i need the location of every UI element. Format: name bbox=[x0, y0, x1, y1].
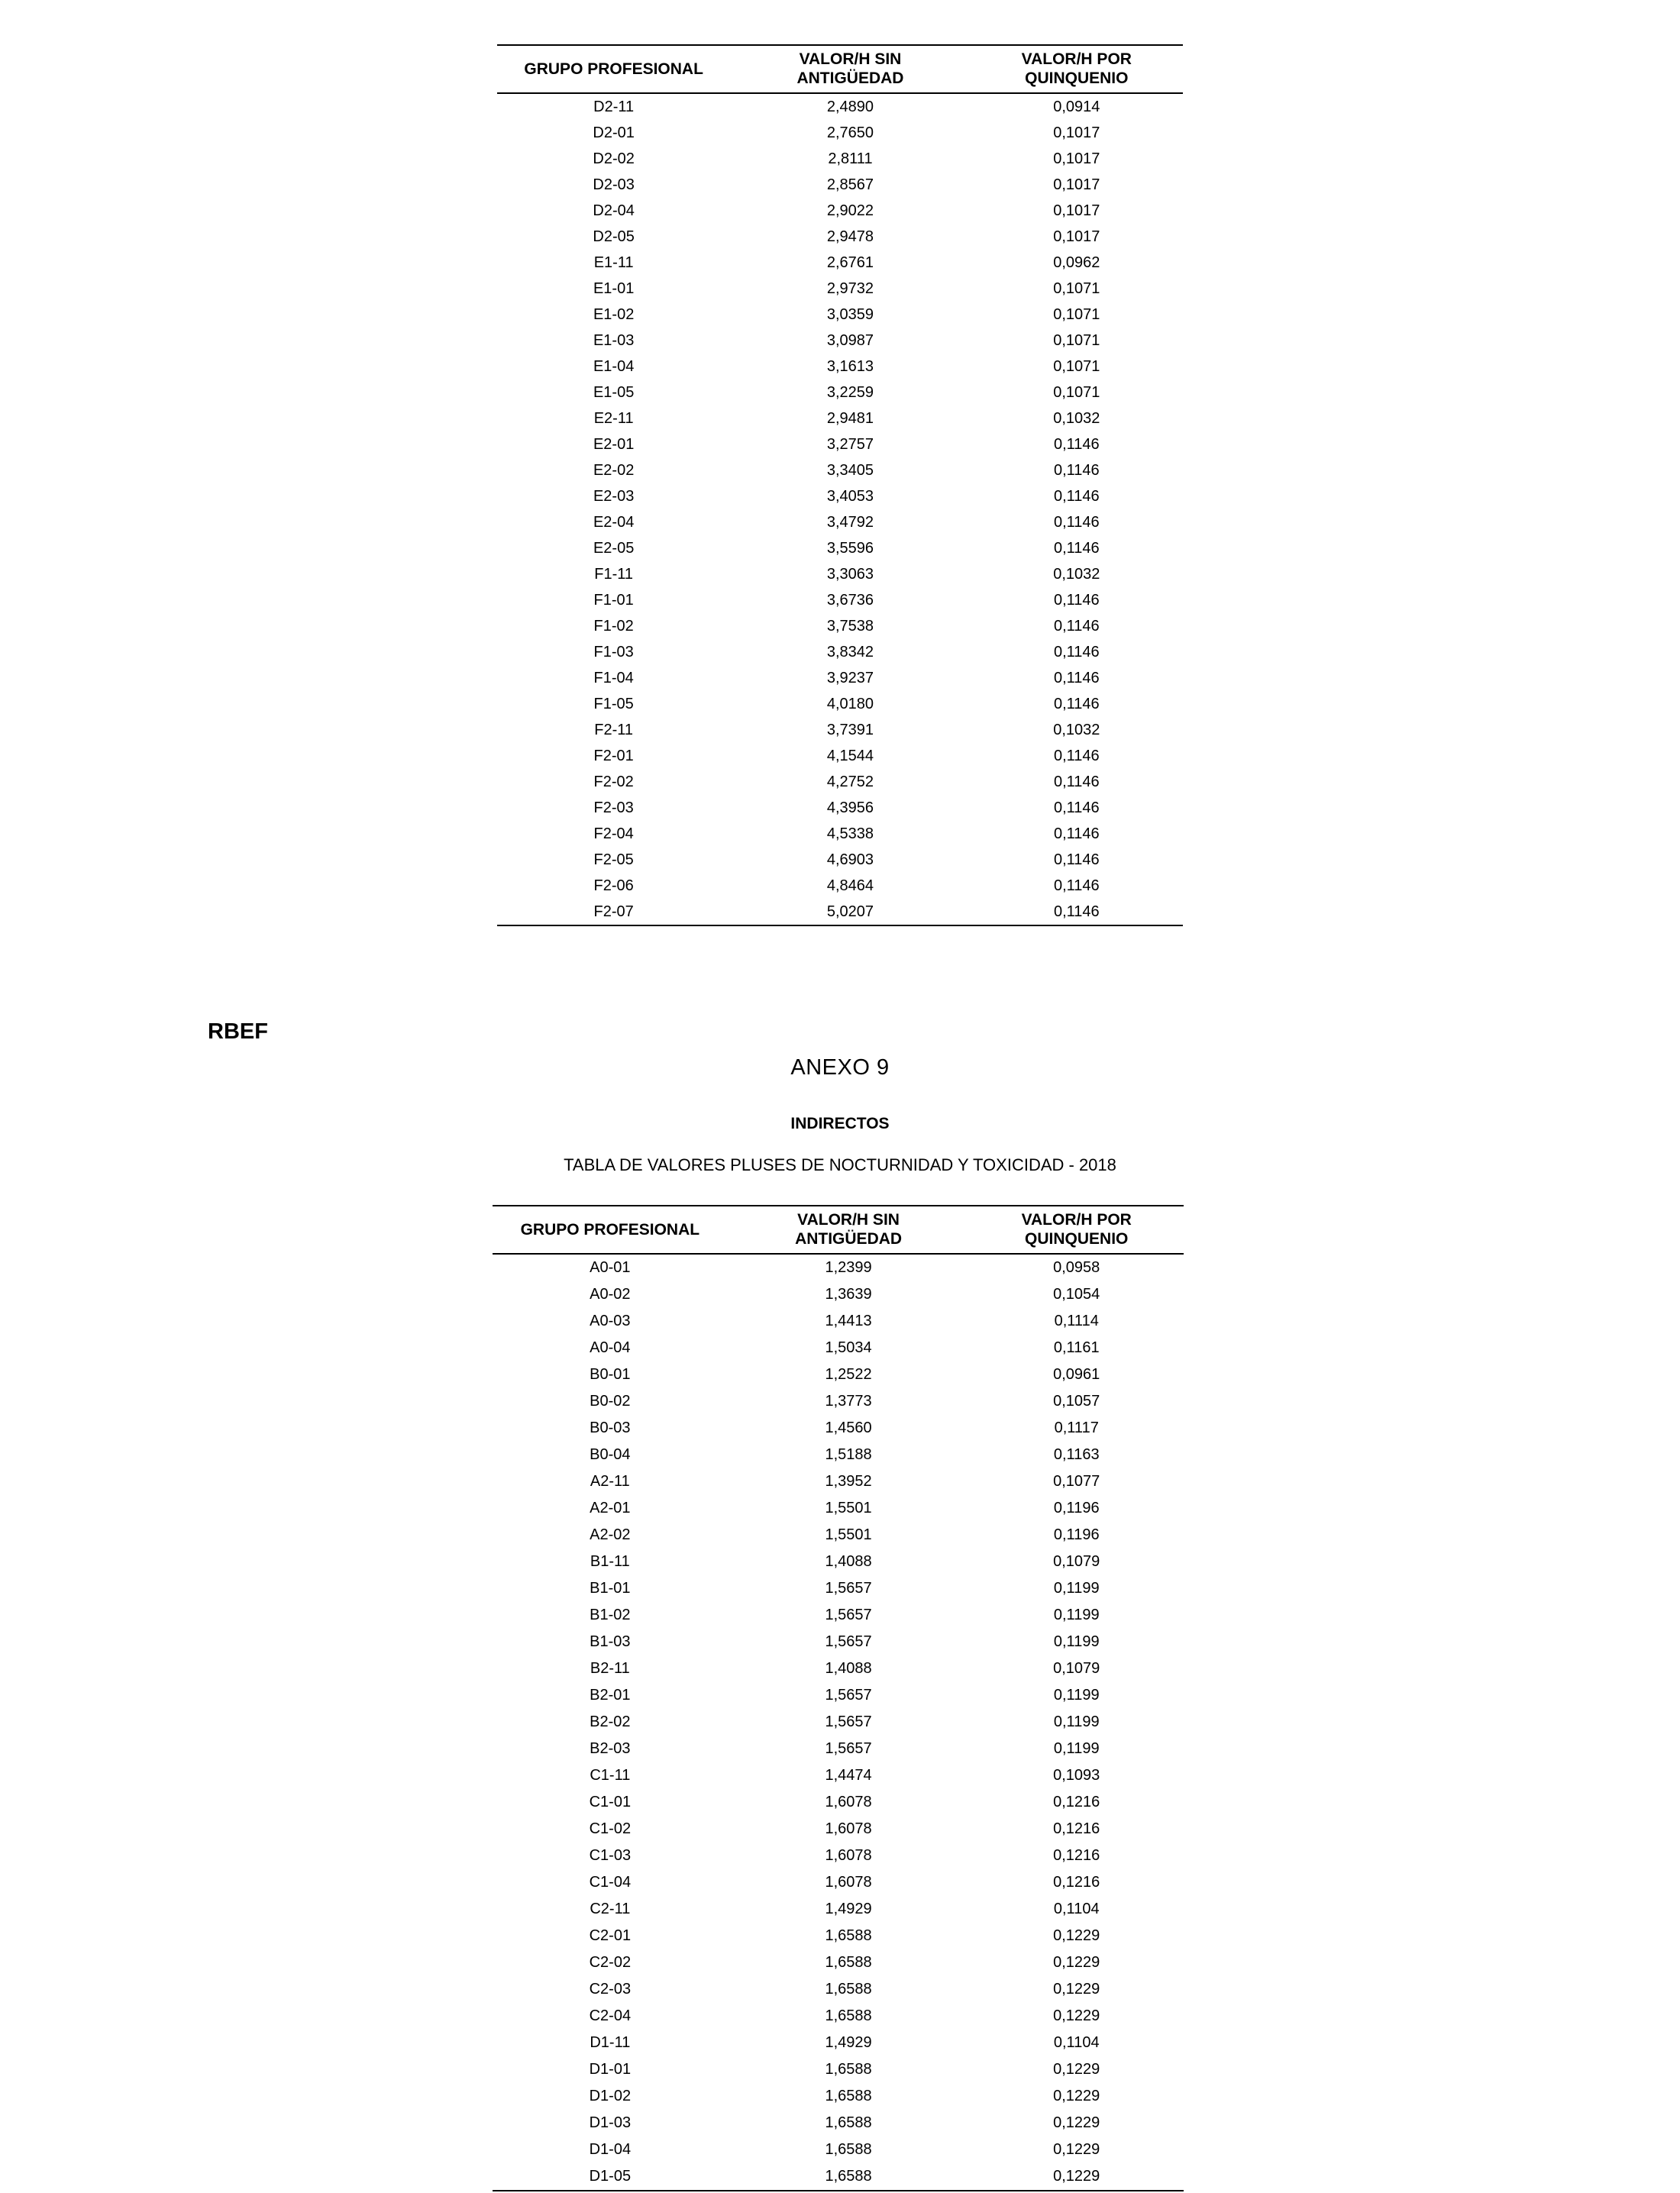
table-cell: 0,1163 bbox=[1053, 1446, 1100, 1463]
table-cell: 1,3639 bbox=[825, 1286, 872, 1303]
header-grupo-profesional: GRUPO PROFESIONAL bbox=[493, 1206, 728, 1254]
table-cell: 1,6588 bbox=[825, 2061, 872, 2078]
table-cell: 0,1216 bbox=[1053, 1874, 1100, 1891]
table-cell: 3,4053 bbox=[826, 487, 874, 505]
table-cell: 2,9481 bbox=[826, 409, 874, 427]
table-row bbox=[497, 587, 1183, 613]
table-row bbox=[493, 1254, 1184, 1281]
table-title: TABLA DE VALORES PLUSES DE NOCTURNIDAD Y TOXICIDAD - 2018 bbox=[564, 1155, 1116, 1174]
table-cell: 0,1032 bbox=[1053, 565, 1100, 583]
table-cell: 1,6588 bbox=[825, 1954, 872, 1971]
table-row bbox=[497, 639, 1183, 665]
table-row bbox=[497, 93, 1183, 120]
table-cell: D1-03 bbox=[589, 2114, 632, 2131]
table-header bbox=[497, 45, 1183, 93]
valores-table-bottom bbox=[493, 1205, 1184, 2191]
table-cell: 0,1229 bbox=[1053, 1981, 1100, 1998]
table-cell: 1,2522 bbox=[825, 1366, 872, 1383]
table-cell: F2-03 bbox=[593, 799, 634, 816]
table-cell: 0,1032 bbox=[1053, 409, 1100, 427]
table-cell: 0,1216 bbox=[1053, 1847, 1100, 1864]
table-row bbox=[493, 1789, 1184, 1816]
table-cell: 0,1071 bbox=[1053, 383, 1100, 401]
table-cell: 1,4929 bbox=[825, 1901, 872, 1917]
table-cell: 1,5657 bbox=[825, 1713, 872, 1730]
table-cell: 1,6078 bbox=[825, 1794, 872, 1810]
table-cell: 0,1146 bbox=[1053, 435, 1100, 453]
table-cell: B2-01 bbox=[590, 1687, 631, 1704]
table-cell: 1,5657 bbox=[825, 1740, 872, 1757]
table-cell: 0,1146 bbox=[1053, 513, 1100, 531]
table-cell: D1-04 bbox=[589, 2141, 632, 2158]
table-cell: 1,5034 bbox=[825, 1339, 872, 1356]
table-cell: 1,5657 bbox=[825, 1633, 872, 1650]
table-cell: 0,1079 bbox=[1053, 1553, 1100, 1570]
table-cell: 3,2757 bbox=[826, 435, 874, 453]
table-row bbox=[493, 1361, 1184, 1388]
table-row bbox=[493, 1949, 1184, 1976]
table-cell: 4,6903 bbox=[826, 851, 874, 868]
table-cell: 0,1229 bbox=[1053, 2007, 1100, 2024]
table-cell: D1-11 bbox=[590, 2034, 631, 2051]
table-row bbox=[497, 613, 1183, 639]
table-cell: 1,5188 bbox=[825, 1446, 872, 1463]
header-valor-sin-antiguedad bbox=[728, 1206, 970, 1254]
table-cell: 0,1146 bbox=[1053, 591, 1100, 609]
table-row bbox=[497, 250, 1183, 276]
table-cell: 2,6761 bbox=[826, 254, 874, 271]
table-row bbox=[497, 873, 1183, 899]
table-cell: 0,1071 bbox=[1053, 305, 1100, 323]
table-row bbox=[497, 483, 1183, 509]
table-cell: 1,6588 bbox=[825, 2141, 872, 2158]
table-cell: B0-01 bbox=[590, 1366, 631, 1383]
header-valor-por-quinquenio bbox=[969, 1206, 1184, 1254]
table-cell: C2-03 bbox=[589, 1981, 632, 1998]
table-cell: C1-11 bbox=[590, 1767, 631, 1784]
table-cell: F2-07 bbox=[497, 899, 730, 925]
table-row bbox=[497, 769, 1183, 795]
table-cell: 0,0962 bbox=[1053, 254, 1100, 271]
table-row bbox=[493, 1762, 1184, 1789]
table-cell: 0,1199 bbox=[1053, 1713, 1100, 1730]
table-cell: 0,1216 bbox=[1053, 1794, 1100, 1810]
table-row bbox=[497, 509, 1183, 535]
table-cell: 0,0958 bbox=[1053, 1259, 1100, 1276]
table-row bbox=[493, 1388, 1184, 1415]
table-cell: 3,0987 bbox=[826, 331, 874, 349]
table-cell: 2,9732 bbox=[826, 279, 874, 297]
table-cell: 0,1071 bbox=[1053, 357, 1100, 375]
table-cell: 3,2259 bbox=[826, 383, 874, 401]
table-cell: 1,5657 bbox=[825, 1687, 872, 1704]
table-cell: 0,0961 bbox=[1053, 1366, 1100, 1383]
table-cell: C2-11 bbox=[590, 1901, 631, 1917]
table-cell: 4,1544 bbox=[826, 747, 874, 764]
table-row bbox=[497, 457, 1183, 483]
table-cell: 1,6078 bbox=[825, 1847, 872, 1864]
table-cell: 1,6588 bbox=[825, 2114, 872, 2131]
table-cell: 1,2399 bbox=[825, 1259, 872, 1276]
table-cell: 0,1071 bbox=[1053, 331, 1100, 349]
table-row bbox=[493, 1709, 1184, 1736]
table-row bbox=[493, 1549, 1184, 1575]
table-cell: 0,1114 bbox=[1054, 1313, 1099, 1329]
table-cell: 4,3956 bbox=[826, 799, 874, 816]
table-row bbox=[493, 1415, 1184, 1442]
indirectos-subtitle: INDIRECTOS bbox=[790, 1115, 890, 1132]
table-row bbox=[493, 1816, 1184, 1843]
table-cell: 0,1199 bbox=[1053, 1580, 1100, 1597]
table-cell: D2-01 bbox=[593, 124, 635, 141]
table-cell: F2-01 bbox=[593, 747, 634, 764]
table-cell: B1-01 bbox=[590, 1580, 631, 1597]
table-cell: F2-02 bbox=[593, 773, 634, 790]
table-cell: A0-04 bbox=[590, 1339, 631, 1356]
table-cell: 0,1071 bbox=[1053, 279, 1100, 297]
table-row bbox=[497, 847, 1183, 873]
table-row bbox=[493, 1736, 1184, 1762]
table-cell: C1-04 bbox=[589, 1874, 632, 1891]
table-cell: 1,6588 bbox=[825, 2088, 872, 2104]
table-row bbox=[493, 1522, 1184, 1549]
table-cell: 1,5501 bbox=[825, 1500, 872, 1516]
table-row bbox=[493, 2083, 1184, 2110]
table-row bbox=[497, 561, 1183, 587]
table-cell: F1-03 bbox=[593, 643, 634, 660]
table-row bbox=[493, 2056, 1184, 2083]
table-cell: D2-04 bbox=[593, 202, 635, 219]
table-cell: 3,7391 bbox=[826, 721, 874, 738]
header-line: VALOR/H SIN bbox=[799, 50, 902, 68]
table-cell: C1-03 bbox=[589, 1847, 632, 1864]
table-cell: B0-02 bbox=[590, 1393, 631, 1410]
table-cell: B1-11 bbox=[590, 1553, 630, 1570]
table-cell: 1,6078 bbox=[825, 1874, 872, 1891]
table-row bbox=[493, 1923, 1184, 1949]
table-cell: B2-03 bbox=[590, 1740, 631, 1757]
table-cell: 0,1199 bbox=[1053, 1607, 1100, 1623]
table-cell: 0,1017 bbox=[1053, 124, 1100, 141]
table-cell: 1,4088 bbox=[825, 1660, 872, 1677]
table-cell: 0,1229 bbox=[1053, 1927, 1100, 1944]
table-cell: 1,4560 bbox=[825, 1419, 872, 1436]
header-line: QUINQUENIO bbox=[1025, 1230, 1129, 1248]
table-cell: A2-02 bbox=[590, 1526, 631, 1543]
table-cell: 3,7538 bbox=[826, 617, 874, 635]
table-cell: C1-02 bbox=[589, 1820, 632, 1837]
table-cell: 3,3405 bbox=[826, 461, 874, 479]
table-cell: C2-01 bbox=[589, 1927, 632, 1944]
header-line: VALOR/H POR bbox=[1021, 50, 1132, 68]
table-cell: 1,5657 bbox=[825, 1580, 872, 1597]
table-cell: 0,1146 bbox=[1053, 669, 1100, 686]
table-header bbox=[493, 1206, 1184, 1254]
table-cell: 3,6736 bbox=[826, 591, 874, 609]
table-cell: 2,8111 bbox=[828, 150, 873, 167]
table-cell: E1-03 bbox=[593, 331, 635, 349]
table-row bbox=[493, 1575, 1184, 1602]
table-row bbox=[493, 1602, 1184, 1629]
table-cell: D2-11 bbox=[593, 98, 635, 115]
table-cell: 2,7650 bbox=[826, 124, 874, 141]
table-cell: 3,4792 bbox=[826, 513, 874, 531]
table-cell: 0,1017 bbox=[1053, 202, 1100, 219]
table-row bbox=[493, 1655, 1184, 1682]
table-cell: 0,1093 bbox=[1053, 1767, 1100, 1784]
table-cell: 0,1146 bbox=[1053, 461, 1100, 479]
table-cell: 0,1229 bbox=[1053, 1954, 1100, 1971]
header-line: VALOR/H SIN bbox=[797, 1211, 900, 1229]
table-cell: 0,1146 bbox=[1053, 877, 1100, 894]
table-cell: 0,1199 bbox=[1053, 1633, 1100, 1650]
table-row bbox=[493, 1869, 1184, 1896]
table-row bbox=[497, 665, 1183, 691]
table-cell: 1,5657 bbox=[825, 1607, 872, 1623]
table-cell: 1,6588 bbox=[825, 1927, 872, 1944]
table-cell: F1-11 bbox=[594, 565, 634, 583]
table-row bbox=[497, 535, 1183, 561]
table-cell: 4,8464 bbox=[826, 877, 874, 894]
table-cell: B0-04 bbox=[590, 1446, 631, 1463]
table-cell: 0,1057 bbox=[1053, 1393, 1100, 1410]
table-cell: F2-04 bbox=[593, 825, 634, 842]
table-cell: 0,1032 bbox=[1053, 721, 1100, 738]
table-cell: D1-05 bbox=[493, 2163, 728, 2191]
table-row bbox=[493, 2003, 1184, 2030]
table-cell: 0,1146 bbox=[1053, 695, 1100, 712]
table-cell: D1-02 bbox=[589, 2088, 632, 2104]
table-row bbox=[497, 198, 1183, 224]
table-row bbox=[493, 1495, 1184, 1522]
table-row bbox=[497, 172, 1183, 198]
table-cell: F2-11 bbox=[594, 721, 634, 738]
table-cell: 0,1017 bbox=[1053, 228, 1100, 245]
table-row bbox=[497, 717, 1183, 743]
table-cell: 0,1196 bbox=[1053, 1526, 1100, 1543]
table-cell: A0-02 bbox=[590, 1286, 631, 1303]
table-cell: 1,4413 bbox=[825, 1313, 872, 1329]
table-cell: 0,1146 bbox=[1053, 487, 1100, 505]
table-row bbox=[493, 2030, 1184, 2056]
table-cell: 0,1161 bbox=[1053, 1339, 1100, 1356]
header-line: VALOR/H POR bbox=[1021, 1211, 1132, 1229]
table-cell: 0,1196 bbox=[1053, 1500, 1100, 1516]
table-cell: E2-04 bbox=[593, 513, 635, 531]
table-cell: C2-04 bbox=[589, 2007, 632, 2024]
table-row bbox=[493, 1281, 1184, 1308]
table-cell: C1-01 bbox=[589, 1794, 632, 1810]
table-row bbox=[493, 2136, 1184, 2163]
header-valor-por-quinquenio bbox=[971, 45, 1183, 93]
table-body bbox=[493, 1254, 1184, 2191]
table-cell: 2,8567 bbox=[826, 176, 874, 193]
table-cell: E2-05 bbox=[593, 539, 635, 557]
table-row bbox=[497, 146, 1183, 172]
table-cell: 0,1017 bbox=[1053, 150, 1100, 167]
table-cell: F1-05 bbox=[593, 695, 634, 712]
anexo-title: ANEXO 9 bbox=[790, 1055, 890, 1080]
table-cell: F1-02 bbox=[593, 617, 634, 635]
header-line: ANTIGÜEDAD bbox=[796, 69, 904, 87]
table-row bbox=[493, 1629, 1184, 1655]
header-row bbox=[497, 45, 1183, 93]
table-cell: 0,1229 bbox=[1053, 2088, 1100, 2104]
table-cell: 1,4088 bbox=[825, 1553, 872, 1570]
table-cell: 0,1146 bbox=[1053, 747, 1100, 764]
table-cell: 0,1146 bbox=[1053, 617, 1100, 635]
table-row bbox=[497, 795, 1183, 821]
table-cell: B1-03 bbox=[590, 1633, 631, 1650]
table-cell: 0,1117 bbox=[1054, 1419, 1099, 1436]
table-cell: B2-02 bbox=[590, 1713, 631, 1730]
table-cell: A0-01 bbox=[590, 1259, 631, 1276]
table-cell: E2-03 bbox=[593, 487, 635, 505]
table-cell: 4,5338 bbox=[826, 825, 874, 842]
table-cell: 0,1229 bbox=[1053, 2141, 1100, 2158]
table-cell: 3,0359 bbox=[826, 305, 874, 323]
table-row bbox=[497, 276, 1183, 302]
table-row bbox=[493, 2110, 1184, 2136]
table-cell: 1,3773 bbox=[825, 1393, 872, 1410]
table-cell: E1-01 bbox=[593, 279, 635, 297]
table-cell: F2-06 bbox=[593, 877, 634, 894]
table-cell: 0,1077 bbox=[1053, 1473, 1100, 1490]
table-cell: 4,0180 bbox=[826, 695, 874, 712]
table-cell: 0,1146 bbox=[1053, 643, 1100, 660]
valores-table-top bbox=[497, 44, 1183, 926]
table-cell: B1-02 bbox=[590, 1607, 631, 1623]
table-cell: 3,1613 bbox=[826, 357, 874, 375]
table-cell: D2-02 bbox=[593, 150, 635, 167]
table-row bbox=[493, 1335, 1184, 1361]
table-row bbox=[497, 821, 1183, 847]
table-row bbox=[493, 1843, 1184, 1869]
table-cell: 0,1199 bbox=[1053, 1687, 1100, 1704]
table-row bbox=[493, 1442, 1184, 1468]
table-row bbox=[497, 431, 1183, 457]
table-cell: 5,0207 bbox=[730, 899, 970, 925]
table-cell: 2,9022 bbox=[826, 202, 874, 219]
table-cell: 1,6588 bbox=[728, 2163, 970, 2191]
table-cell: 1,6588 bbox=[825, 2007, 872, 2024]
table-cell: 0,1146 bbox=[1053, 539, 1100, 557]
table-row bbox=[493, 1308, 1184, 1335]
table-row bbox=[493, 1976, 1184, 2003]
table-cell: 1,6078 bbox=[825, 1820, 872, 1837]
table-cell: B0-03 bbox=[590, 1419, 631, 1436]
table-cell: 1,3952 bbox=[825, 1473, 872, 1490]
table-cell: D1-01 bbox=[589, 2061, 632, 2078]
table-cell: E2-11 bbox=[593, 409, 634, 427]
table-cell: 0,1146 bbox=[1053, 773, 1100, 790]
table-cell: E1-02 bbox=[593, 305, 635, 323]
table-cell: 1,5501 bbox=[825, 1526, 872, 1543]
table-cell: 0,1229 bbox=[1053, 2114, 1100, 2131]
table-cell: 0,1104 bbox=[1053, 2034, 1100, 2051]
header-line: QUINQUENIO bbox=[1025, 69, 1129, 87]
table-cell: 1,6588 bbox=[825, 1981, 872, 1998]
table-cell: A0-03 bbox=[590, 1313, 631, 1329]
table-cell: 0,1146 bbox=[1053, 825, 1100, 842]
table-cell: 0,1146 bbox=[1053, 851, 1100, 868]
table-cell: 2,9478 bbox=[826, 228, 874, 245]
table-row bbox=[497, 328, 1183, 354]
table-cell: A2-11 bbox=[590, 1473, 630, 1490]
table-cell: F1-01 bbox=[593, 591, 634, 609]
table-cell: 0,1104 bbox=[1053, 1901, 1100, 1917]
table-cell: E2-02 bbox=[593, 461, 635, 479]
table-cell: F1-04 bbox=[593, 669, 634, 686]
table-cell: 0,1146 bbox=[1053, 799, 1100, 816]
table-cell: 0,0914 bbox=[1053, 98, 1100, 115]
table-row bbox=[497, 691, 1183, 717]
table-body bbox=[497, 93, 1183, 925]
header-grupo-profesional: GRUPO PROFESIONAL bbox=[497, 45, 730, 93]
table-cell: F2-05 bbox=[593, 851, 634, 868]
table-row bbox=[497, 224, 1183, 250]
table-cell: B2-11 bbox=[590, 1660, 630, 1677]
header-line: ANTIGÜEDAD bbox=[795, 1230, 903, 1248]
table-cell: 3,9237 bbox=[826, 669, 874, 686]
header-valor-sin-antiguedad bbox=[730, 45, 970, 93]
table-row bbox=[497, 405, 1183, 431]
table-row bbox=[493, 1682, 1184, 1709]
table-cell: D2-05 bbox=[593, 228, 635, 245]
table-cell: 0,1079 bbox=[1053, 1660, 1100, 1677]
table-cell: E2-01 bbox=[593, 435, 635, 453]
table-cell: E1-04 bbox=[593, 357, 635, 375]
table-row bbox=[493, 2163, 1184, 2191]
table-cell: E1-05 bbox=[593, 383, 635, 401]
table-row bbox=[497, 379, 1183, 405]
table-cell: 4,2752 bbox=[826, 773, 874, 790]
table-cell: A2-01 bbox=[590, 1500, 631, 1516]
table-cell: 3,8342 bbox=[826, 643, 874, 660]
table-row bbox=[497, 120, 1183, 146]
table-row bbox=[493, 1468, 1184, 1495]
header-row bbox=[493, 1206, 1184, 1254]
table-cell: 3,3063 bbox=[826, 565, 874, 583]
table-cell: 0,1199 bbox=[1053, 1740, 1100, 1757]
table-cell: 1,4474 bbox=[825, 1767, 872, 1784]
table-row bbox=[497, 743, 1183, 769]
table-row bbox=[493, 1896, 1184, 1923]
table-cell: 0,1229 bbox=[1053, 2061, 1100, 2078]
table-cell: 3,5596 bbox=[826, 539, 874, 557]
table-cell: 1,4929 bbox=[825, 2034, 872, 2051]
table-cell: 0,1146 bbox=[971, 899, 1183, 925]
table-cell: C2-02 bbox=[589, 1954, 632, 1971]
table-cell: 0,1054 bbox=[1053, 1286, 1100, 1303]
table-cell: E1-11 bbox=[593, 254, 634, 271]
table-row bbox=[497, 302, 1183, 328]
rbef-label: RBEF bbox=[208, 1019, 268, 1044]
table-cell: 0,1216 bbox=[1053, 1820, 1100, 1837]
table-cell: 2,4890 bbox=[826, 98, 874, 115]
table-row bbox=[497, 354, 1183, 379]
table-cell: 0,1017 bbox=[1053, 176, 1100, 193]
table-row bbox=[497, 899, 1183, 925]
table-cell: 0,1229 bbox=[969, 2163, 1184, 2191]
table-cell: D2-03 bbox=[593, 176, 635, 193]
